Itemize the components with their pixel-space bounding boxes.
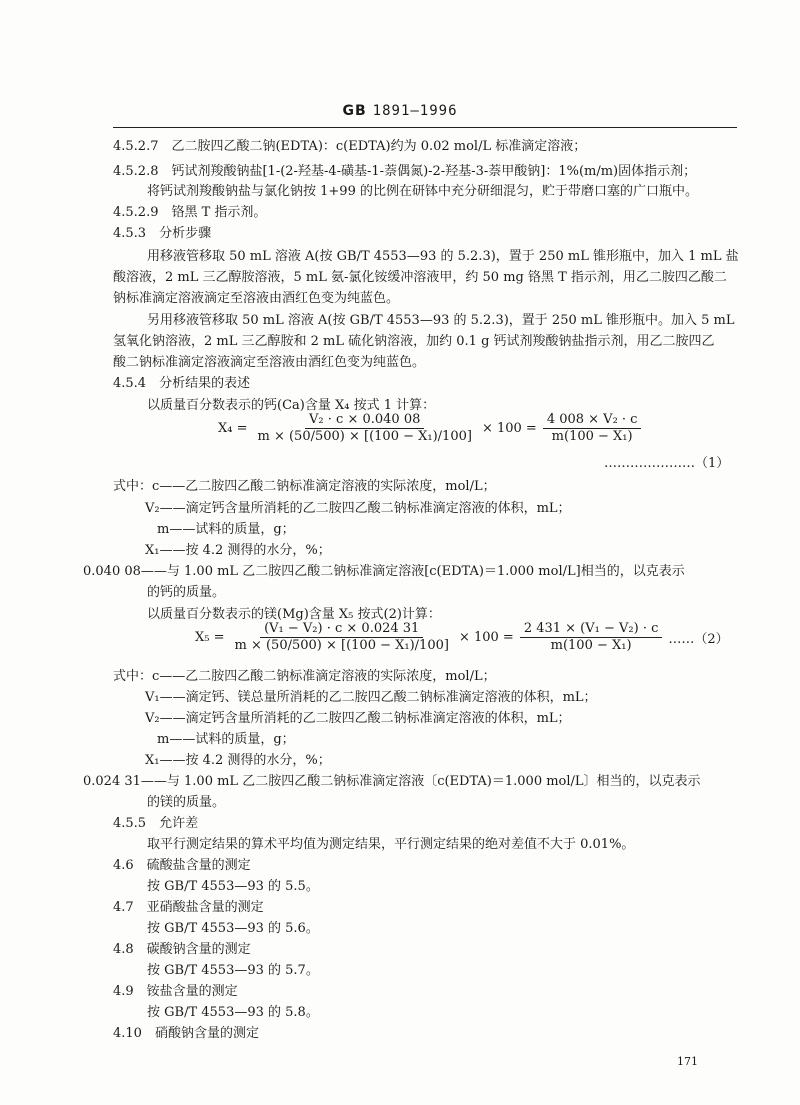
clause-4-6: 4.6 硫酸盐含量的测定 bbox=[113, 858, 251, 873]
constant-0-04008: 0.040 08——与 1.00 mL 乙二胺四乙酸二钠标准滴定溶液[c(EDTA)＝1.000 mol/L]相当的，以克表示 bbox=[83, 564, 685, 579]
formula-1 bbox=[218, 412, 641, 445]
formula-1-denominator-a: m × (50/500) × [(100 − X₁)/100] bbox=[257, 429, 472, 444]
clause-4-5-2-7: 4.5.2.7 乙二胺四乙酸二钠(EDTA)：c(EDTA)约为 0.02 mol/L 标准滴定溶液； bbox=[113, 139, 587, 154]
header-rule bbox=[113, 127, 737, 128]
paragraph-line: 的钙的质量。 bbox=[147, 585, 226, 600]
formula-2-numerator-b: 2 431 × (V₁ − V₂) · c bbox=[520, 621, 663, 638]
paragraph-line: 按 GB/T 4553—93 的 5.8。 bbox=[147, 1005, 319, 1020]
clause-4-5-3: 4.5.3 分析步骤 bbox=[113, 226, 212, 241]
formula-1-lhs: X₄ = bbox=[218, 421, 248, 436]
variables-intro: 式中：c——乙二胺四乙酸二钠标准滴定溶液的实际浓度，mol/L； bbox=[113, 479, 496, 494]
variable-v2: V₂——滴定钙含量所消耗的乙二胺四乙酸二钠标准滴定溶液的体积，mL； bbox=[145, 501, 571, 516]
paragraph-line: 以质量百分数表示的镁(Mg)含量 X₅ 按式(2)计算： bbox=[147, 607, 441, 622]
paragraph-line: 用移液管移取 50 mL 溶液 A(按 GB/T 4553—93 的 5.2.3)，置于 250 mL 锥形瓶中，加入 1 mL 盐 bbox=[147, 249, 739, 264]
constant-0-02431: 0.024 31——与 1.00 mL 乙二胺四乙酸二钠标准滴定溶液〔c(EDTA)＝1.000 mol/L〕相当的，以克表示 bbox=[83, 774, 701, 789]
formula-1-numerator-a: V₂ · c × 0.040 08 bbox=[305, 412, 424, 429]
formula-2 bbox=[195, 621, 729, 654]
paragraph-line: 以质量百分数表示的钙(Ca)含量 X₄ 按式 1 计算： bbox=[147, 398, 436, 413]
clause-4-5-2-9: 4.5.2.9 铬黑 T 指示剂。 bbox=[113, 205, 267, 220]
variable-v1: V₁——滴定钙、镁总量所消耗的乙二胺四乙酸二钠标准滴定溶液的体积，mL； bbox=[145, 690, 597, 705]
variable-x1: X₁——按 4.2 测得的水分，%； bbox=[145, 753, 331, 768]
paragraph-line: 按 GB/T 4553—93 的 5.7。 bbox=[147, 963, 319, 978]
variable-m: m——试料的质量，g； bbox=[157, 522, 295, 537]
paragraph-line: 将钙试剂羧酸钠盐与氯化钠按 1+99 的比例在研钵中充分研细混匀，贮于带磨口塞的广口瓶中。 bbox=[147, 184, 698, 199]
paragraph-line: 按 GB/T 4553—93 的 5.6。 bbox=[147, 921, 319, 936]
formula-1-mid: × 100 = bbox=[481, 421, 537, 436]
formula-2-denominator-a: m × (50/500) × [(100 − X₁)/100] bbox=[234, 638, 449, 653]
paragraph-line: 按 GB/T 4553—93 的 5.5。 bbox=[147, 879, 319, 894]
paragraph-line: 的镁的质量。 bbox=[147, 795, 226, 810]
formula-2-numerator-a: (V₁ − V₂) · c × 0.024 31 bbox=[260, 621, 423, 638]
paragraph-line: 氢氧化钠溶液，2 mL 三乙醇胺和 2 mL 硫化钠溶液，加约 0.1 g 钙试剂羧酸钠盐指示剂，用乙二胺四乙 bbox=[113, 334, 715, 349]
formula-2-denominator-b: m(100 − X₁) bbox=[550, 638, 632, 653]
clause-4-7: 4.7 亚硝酸盐含量的测定 bbox=[113, 900, 264, 915]
formula-2-fraction-a bbox=[231, 621, 453, 654]
formula-1-fraction-b bbox=[543, 412, 642, 445]
clause-4-9: 4.9 铵盐含量的测定 bbox=[113, 984, 238, 999]
variables-intro: 式中：c——乙二胺四乙酸二钠标准滴定溶液的实际浓度，mol/L； bbox=[113, 669, 496, 684]
standard-code: GB bbox=[342, 103, 367, 119]
paragraph-line: 酸二钠标准滴定溶液滴定至溶液由酒红色变为纯蓝色。 bbox=[113, 355, 426, 370]
standard-number: 1891—1996 bbox=[372, 103, 458, 119]
variable-v2: V₂——滴定钙含量所消耗的乙二胺四乙酸二钠标准滴定溶液的体积，mL； bbox=[145, 711, 571, 726]
clause-4-5-2-8: 4.5.2.8 钙试剂羧酸钠盐[1-(2-羟基-4-磺基-1-萘偶氮)-2-羟基-3-萘甲酸钠]：1%(m/m)固体指示剂； bbox=[113, 164, 697, 179]
paragraph-line: 另用移液管移取 50 mL 溶液 A(按 GB/T 4553—93 的 5.2.3)，置于 250 mL 锥形瓶中。加入 5 mL bbox=[147, 313, 735, 328]
formula-1-label: …………………（1） bbox=[604, 456, 730, 471]
page-number: 171 bbox=[677, 1055, 698, 1068]
paragraph-line: 酸溶液，2 mL 三乙醇胺溶液，5 mL 氨-氯化铵缓冲溶液甲，约 50 mg 铬黑 T 指示剂，用乙二胺四乙酸二 bbox=[113, 270, 727, 285]
variable-x1: X₁——按 4.2 测得的水分，%； bbox=[145, 543, 331, 558]
formula-1-fraction-a bbox=[254, 412, 476, 445]
formula-2-lhs: X₅ = bbox=[195, 630, 225, 645]
clause-4-5-5: 4.5.5 允许差 bbox=[113, 816, 199, 831]
variable-m: m——试料的质量，g； bbox=[157, 732, 295, 747]
clause-4-8: 4.8 碳酸钠含量的测定 bbox=[113, 942, 251, 957]
formula-1-denominator-b: m(100 − X₁) bbox=[551, 429, 633, 444]
paragraph-line: 钠标准滴定溶液滴定至溶液由酒红色变为纯蓝色。 bbox=[113, 291, 400, 306]
clause-4-10: 4.10 硝酸钠含量的测定 bbox=[113, 1026, 259, 1041]
page-header bbox=[0, 103, 800, 119]
formula-1-numerator-b: 4 008 × V₂ · c bbox=[543, 412, 642, 429]
paragraph-line: 取平行测定结果的算术平均值为测定结果，平行测定结果的绝对差值不大于 0.01%。 bbox=[147, 837, 635, 852]
formula-2-fraction-b bbox=[520, 621, 663, 654]
clause-4-5-4: 4.5.4 分析结果的表述 bbox=[113, 376, 251, 391]
formula-2-mid: × 100 = bbox=[458, 630, 514, 645]
formula-2-label: ……（2） bbox=[668, 632, 729, 647]
